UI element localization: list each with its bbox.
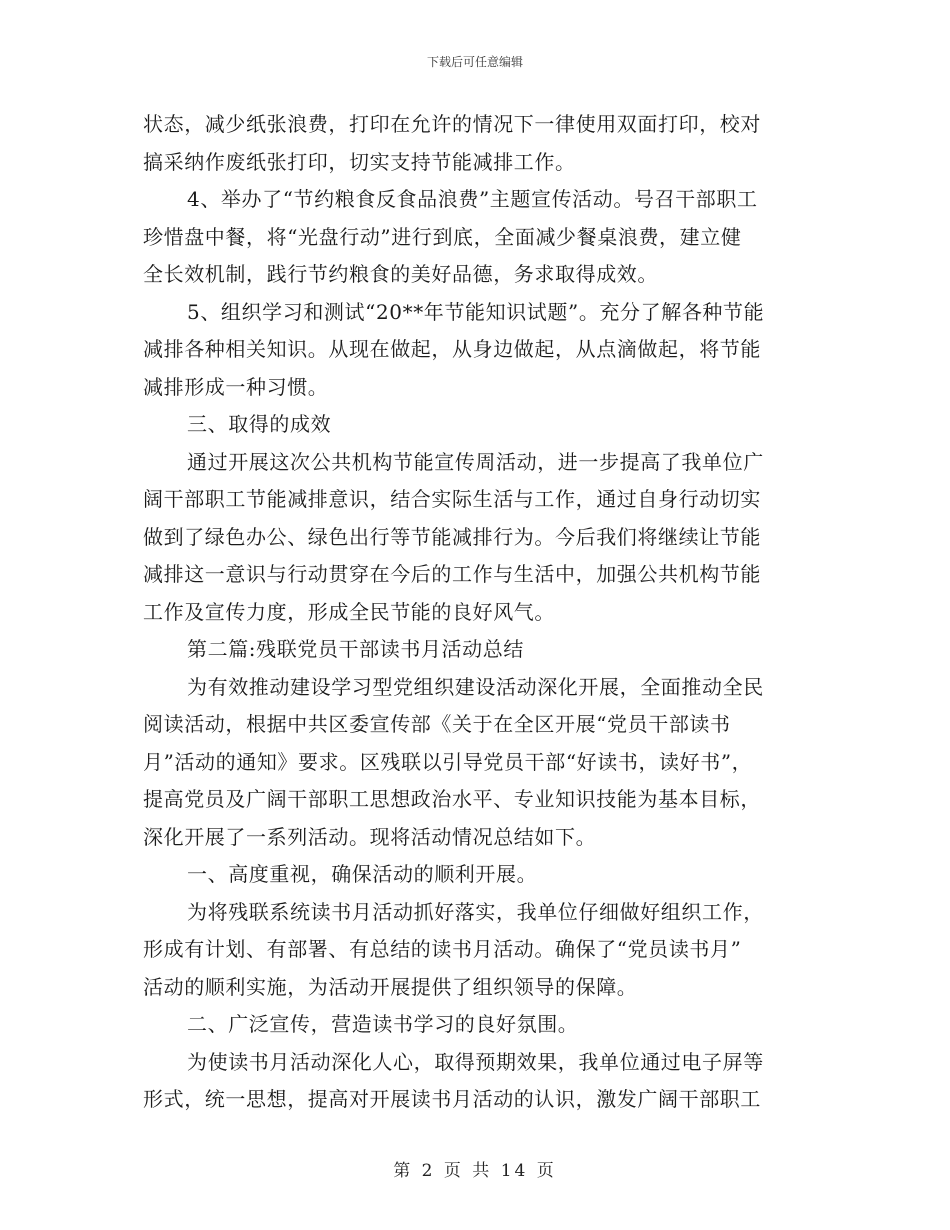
text-line: 阔干部职工节能减排意识，结合实际生活与工作，通过自身行动切实 [143, 487, 761, 511]
text-line: 阅读活动，根据中共区委宣传部《关于在全区开展“党员干部读书 [143, 712, 731, 736]
text-line: 月”活动的通知》要求。区残联以引导党员干部“好读书，读好书”， [143, 749, 753, 774]
text-line: 减排形成一种习惯。 [143, 374, 329, 399]
text-line: 三、取得的成效 [187, 412, 332, 436]
text-line: 提高党员及广阔干部职工思想政治水平、专业知识技能为基本目标， [143, 787, 761, 811]
text-line: 珍惜盘中餐，将“光盘行动”进行到底，全面减少餐桌浪费，建立健 [143, 224, 742, 249]
document-body [143, 106, 808, 1119]
text-line: 减排这一意识与行动贯穿在今后的工作与生活中，加强公共机构节能 [143, 562, 761, 586]
page-header: 下载后可任意编辑 [426, 55, 523, 69]
text-line: 形式，统一思想，提高对开展读书月活动的认识，激发广阔干部职工 [143, 1087, 761, 1111]
page-footer: 第 2 页 共 14 页 [393, 1161, 557, 1181]
text-line: 活动的顺利实施，为活动开展提供了组织领导的保障。 [143, 974, 638, 999]
text-line: 5、组织学习和测试“20**年节能知识试题”。充分了解各种节能 [187, 299, 765, 324]
text-line: 全长效机制，践行节约粮食的美好品德，务求取得成效。 [143, 262, 658, 286]
text-line: 状态，减少纸张浪费，打印在允许的情况下一律使用双面打印，校对 [143, 112, 761, 136]
text-line: 工作及宣传力度，形成全民节能的良好风气。 [143, 599, 555, 624]
text-line: 做到了绿色办公、绿色出行等节能减排行为。今后我们将继续让节能 [143, 524, 761, 549]
text-line: 搞采纳作废纸张打印，切实支持节能减排工作。 [143, 149, 576, 174]
text-line: 形成有计划、有部署、有总结的读书月活动。确保了“党员读书月” [143, 937, 742, 961]
text-line: 减排各种相关知识。从现在做起，从身边做起，从点滴做起，将节能 [143, 337, 761, 361]
text-line: 二、广泛宣传，营造读书学习的良好氛围。 [187, 1012, 579, 1036]
text-line: 为将残联系统读书月活动抓好落实，我单位仔细做好组织工作， [187, 899, 764, 924]
text-line: 第二篇:残联党员干部读书月活动总结 [187, 637, 524, 661]
text-line: 通过开展这次公共机构节能宣传周活动，进一步提高了我单位广 [187, 449, 764, 474]
text-line: 为有效推动建设学习型党组织建设活动深化开展，全面推动全民 [187, 674, 764, 699]
text-line: 深化开展了一系列活动。现将活动情况总结如下。 [143, 824, 597, 849]
text-line: 一、高度重视，确保活动的顺利开展。 [187, 862, 538, 886]
text-line: 为使读书月活动深化人心，取得预期效果，我单位通过电子屏等 [187, 1049, 764, 1074]
text-line: 4、举办了“节约粮食反食品浪费”主题宣传活动。号召干部职工 [187, 187, 758, 211]
